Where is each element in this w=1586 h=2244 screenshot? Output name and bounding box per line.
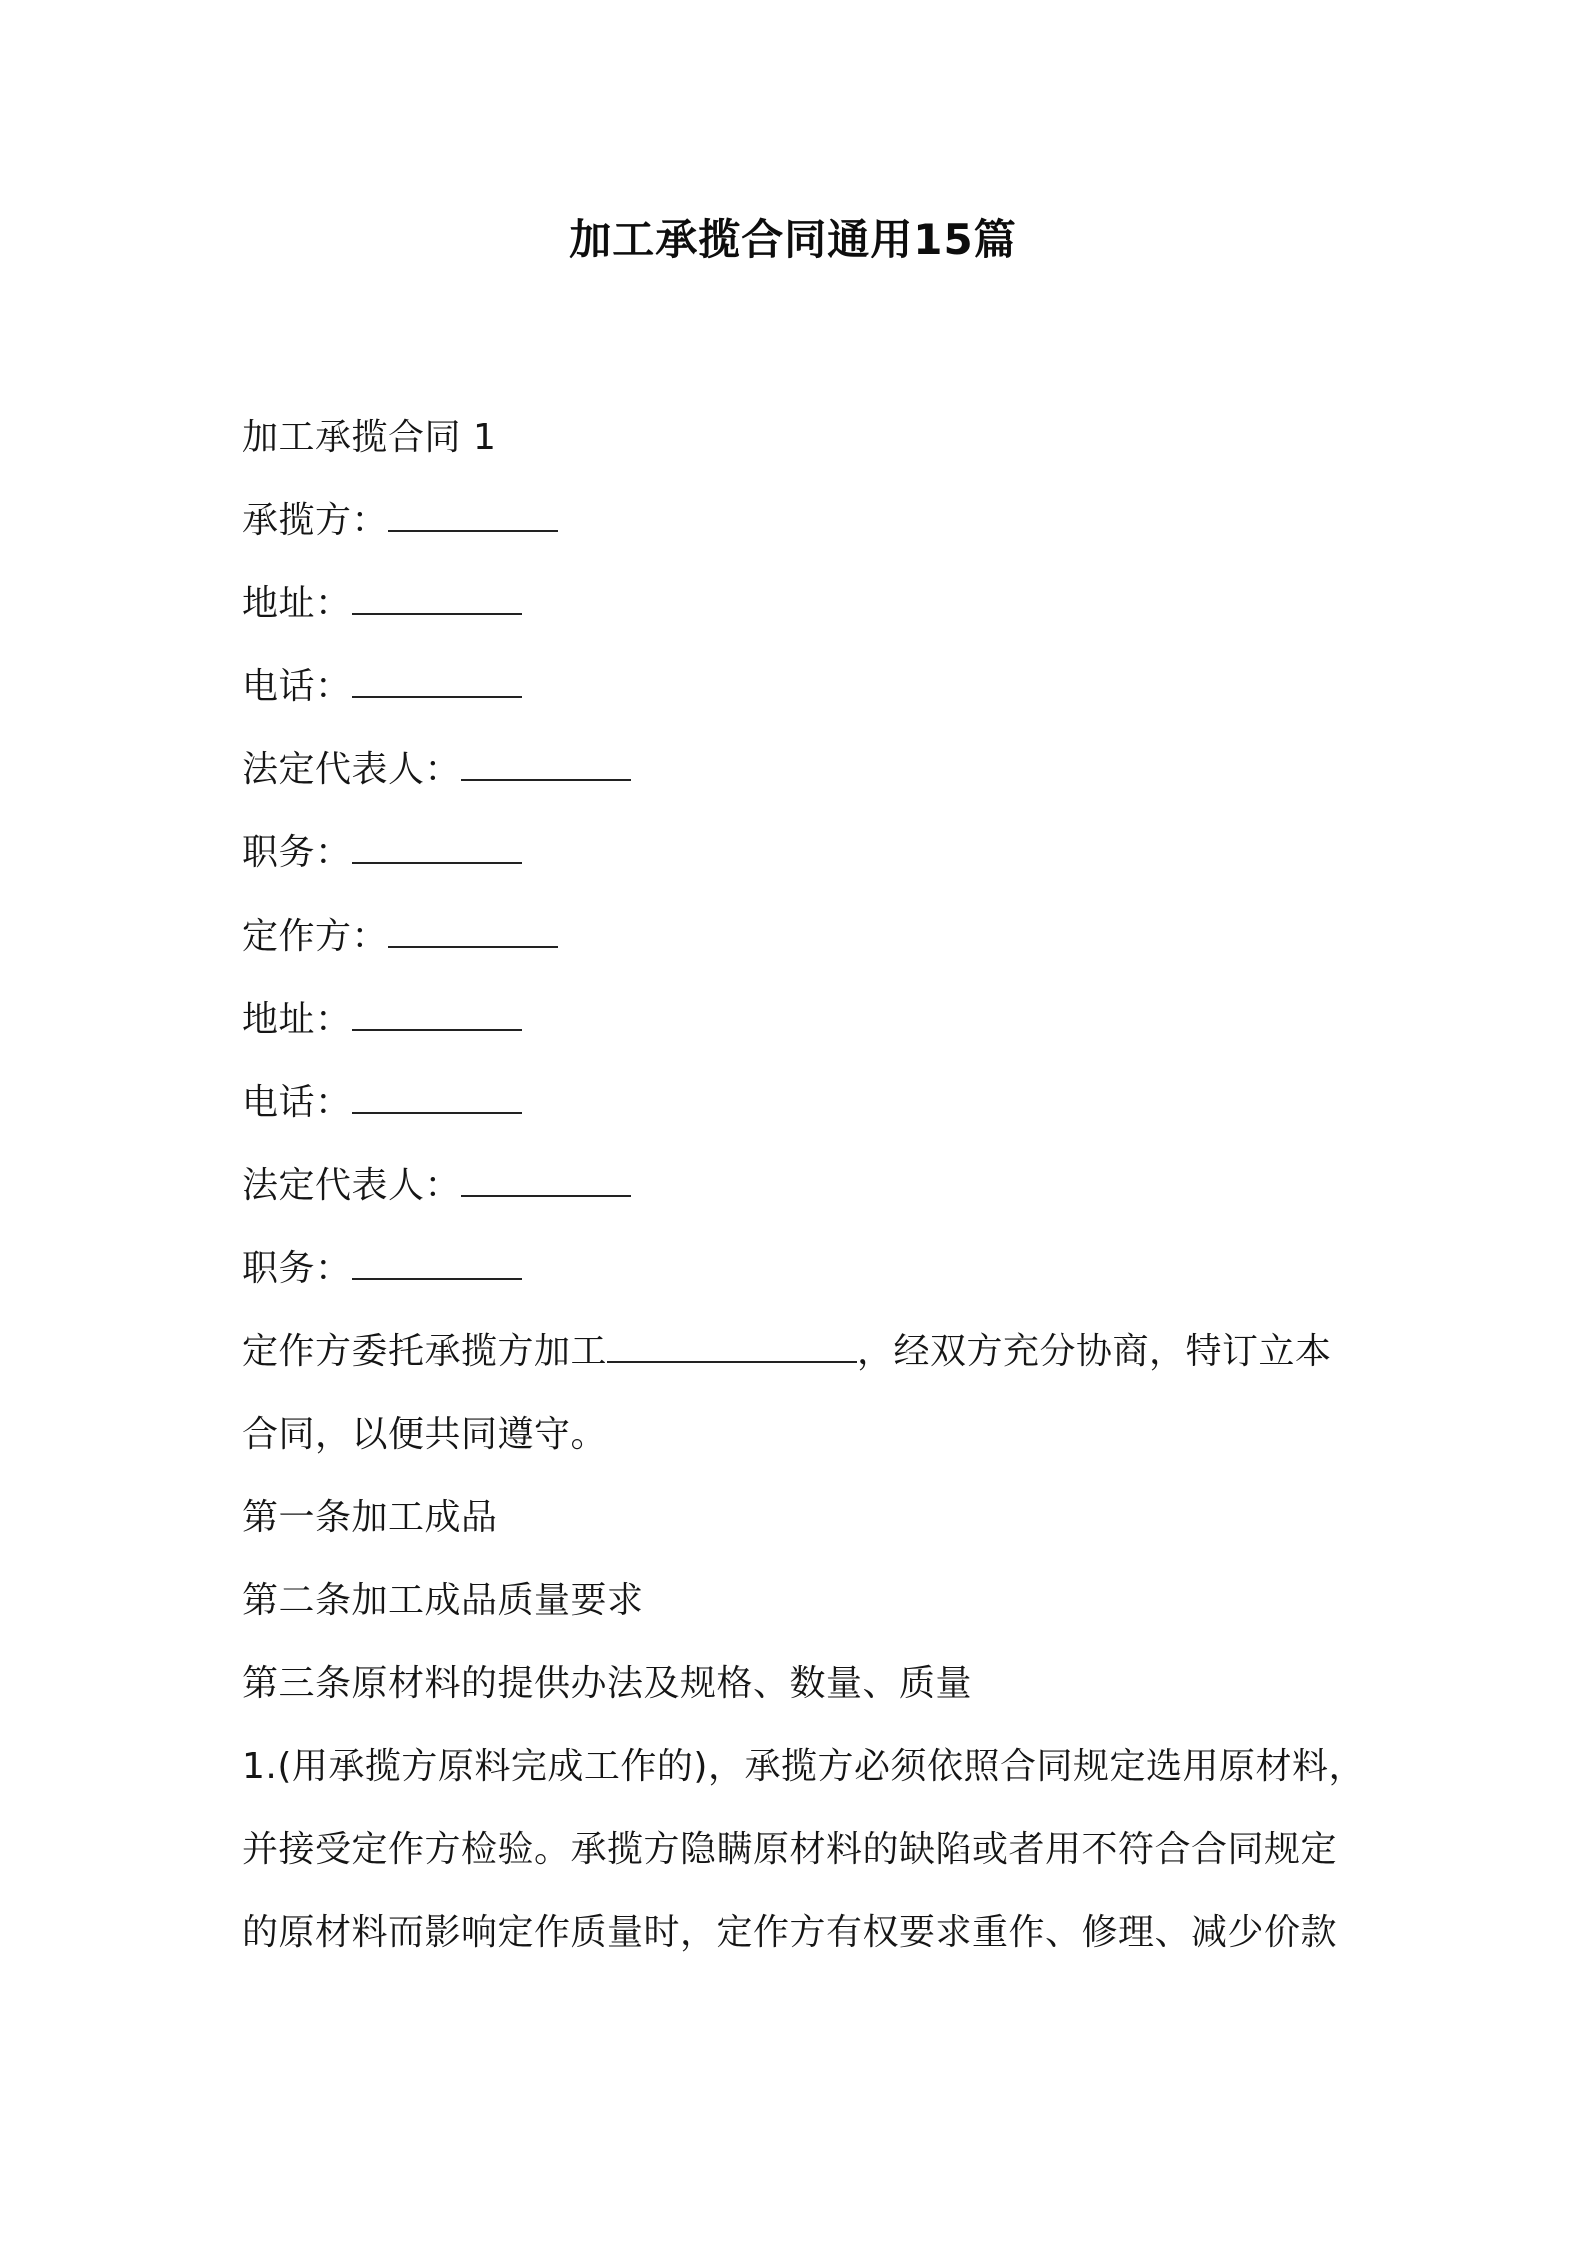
client-position-line	[242, 1245, 522, 1293]
section-heading: 加工承揽合同 1	[242, 417, 497, 458]
contractor-address-label: 地址：	[242, 583, 352, 624]
clause-1-line-1: 1.(用承揽方原料完成工作的)，承揽方必须依照合同规定选用原材料，	[242, 1746, 1365, 1787]
client-phone-blank[interactable]	[352, 1086, 522, 1114]
client-position-blank[interactable]	[352, 1252, 522, 1280]
contractor-party-blank[interactable]	[388, 504, 558, 532]
intro-part-2: ，经双方充分协商，特订立本	[857, 1331, 1332, 1372]
client-rep-blank[interactable]	[461, 1169, 631, 1197]
contractor-party-line	[242, 497, 558, 545]
clause-1-line-2: 并接受定作方检验。承揽方隐瞒原材料的缺陷或者用不符合合同规定	[242, 1829, 1338, 1870]
article-3: 第三条原材料的提供办法及规格、数量、质量	[242, 1663, 973, 1704]
article-1: 第一条加工成品	[242, 1497, 498, 1538]
client-rep-label: 法定代表人：	[242, 1165, 462, 1206]
contractor-party-label: 承揽方：	[242, 500, 389, 541]
contractor-rep-label: 法定代表人：	[242, 749, 462, 790]
article-2: 第二条加工成品质量要求	[242, 1580, 644, 1621]
clause-1-line-3: 的原材料而影响定作质量时，定作方有权要求重作、修理、减少价款	[242, 1912, 1338, 1953]
contractor-address-line	[242, 580, 522, 628]
contractor-phone-label: 电话：	[242, 666, 352, 707]
client-address-blank[interactable]	[352, 1003, 522, 1031]
contractor-phone-blank[interactable]	[352, 670, 522, 698]
contractor-rep-blank[interactable]	[461, 753, 631, 781]
client-position-label: 职务：	[242, 1248, 352, 1289]
client-party-line	[242, 913, 558, 961]
contractor-phone-line	[242, 663, 522, 711]
contractor-address-blank[interactable]	[352, 587, 522, 615]
intro-line-1	[242, 1328, 1332, 1376]
contractor-position-line	[242, 829, 522, 877]
contractor-rep-line	[242, 746, 631, 794]
document-title: 加工承揽合同通用15篇	[569, 215, 1017, 264]
client-address-label: 地址：	[242, 999, 352, 1040]
contractor-position-blank[interactable]	[352, 836, 522, 864]
client-address-line	[242, 996, 522, 1044]
client-party-blank[interactable]	[388, 920, 558, 948]
client-rep-line	[242, 1162, 631, 1210]
client-party-label: 定作方：	[242, 916, 389, 957]
processing-item-blank[interactable]	[607, 1335, 857, 1363]
intro-line-2: 合同，以便共同遵守。	[242, 1414, 608, 1455]
client-phone-line	[242, 1079, 522, 1127]
contractor-position-label: 职务：	[242, 832, 352, 873]
intro-part-1: 定作方委托承揽方加工	[242, 1331, 608, 1372]
client-phone-label: 电话：	[242, 1082, 352, 1123]
